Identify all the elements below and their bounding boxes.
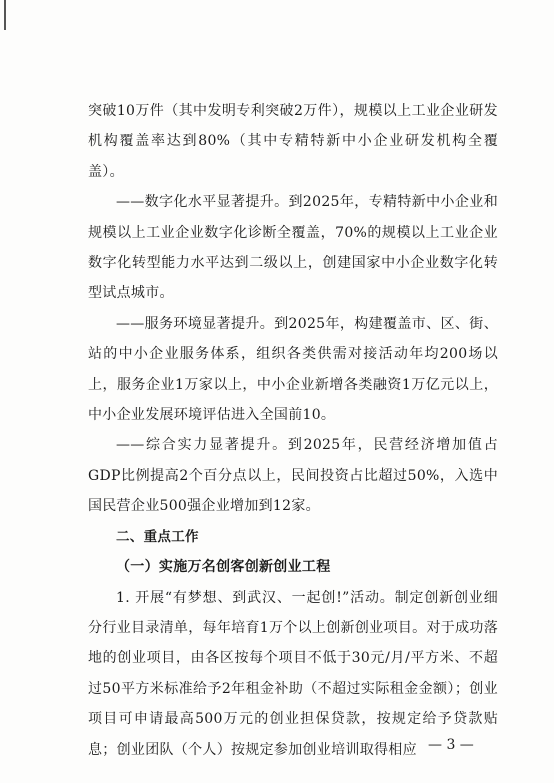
section-heading-key-work: 二、重点工作 — [116, 528, 199, 545]
page-number: — 3 — — [428, 737, 474, 753]
scan-edge-mark — [4, 0, 6, 30]
subsection-heading-maker-program: （一）实施万名创客创新创业工程 — [116, 559, 331, 576]
paragraph-overall-strength: ——综合实力显著提升。到2025年，民营经济增加值占GDP比例提高2个百分点以上，民间投资占比超过50%，入选中国民营企业500强企业增加到12家。 — [88, 437, 498, 515]
paragraph-service-environment: ——服务环境显著提升。到2025年，构建覆盖市、区、街、站的中小企业服务体系，组织各类供需对接活动年均200场以上，服务企业1万家以上，中小企业新增各类融资1万亿元以上，中小企业发展环境评估进入全国前10。 — [88, 315, 498, 424]
paragraph-digital-level: ——数字化水平显著提升。到2025年，专精特新中小企业和规模以上工业企业数字化诊断全覆盖，70%的规模以上工业企业数字化转型能力水平达到二级以上，创建国家中小企业数字化转型试点城市。 — [88, 194, 498, 302]
paragraph-continuation: 突破10万件（其中发明专利突破2万件），规模以上工业企业研发机构覆盖率达到80%（其中专精特新中小企业研发机构全覆盖）。 — [88, 103, 498, 180]
document-body — [88, 96, 498, 765]
paragraph-activity-one: 1. 开展“有梦想、到武汉、一起创!”活动。制定创新创业细分行业目录清单，每年培育1万个以上创新创业项目。对于成功落地的创业项目，由各区按每个项目不低于30元/月/平方米、不超过50平方米标准给予2年租金补助（不超过实际租金金额）；创业项目可申请最高500万元的创业担保贷款，按规定给予贷款贴息；创业团队（个人）按规定参加创业培训取得相应 — [88, 589, 498, 758]
